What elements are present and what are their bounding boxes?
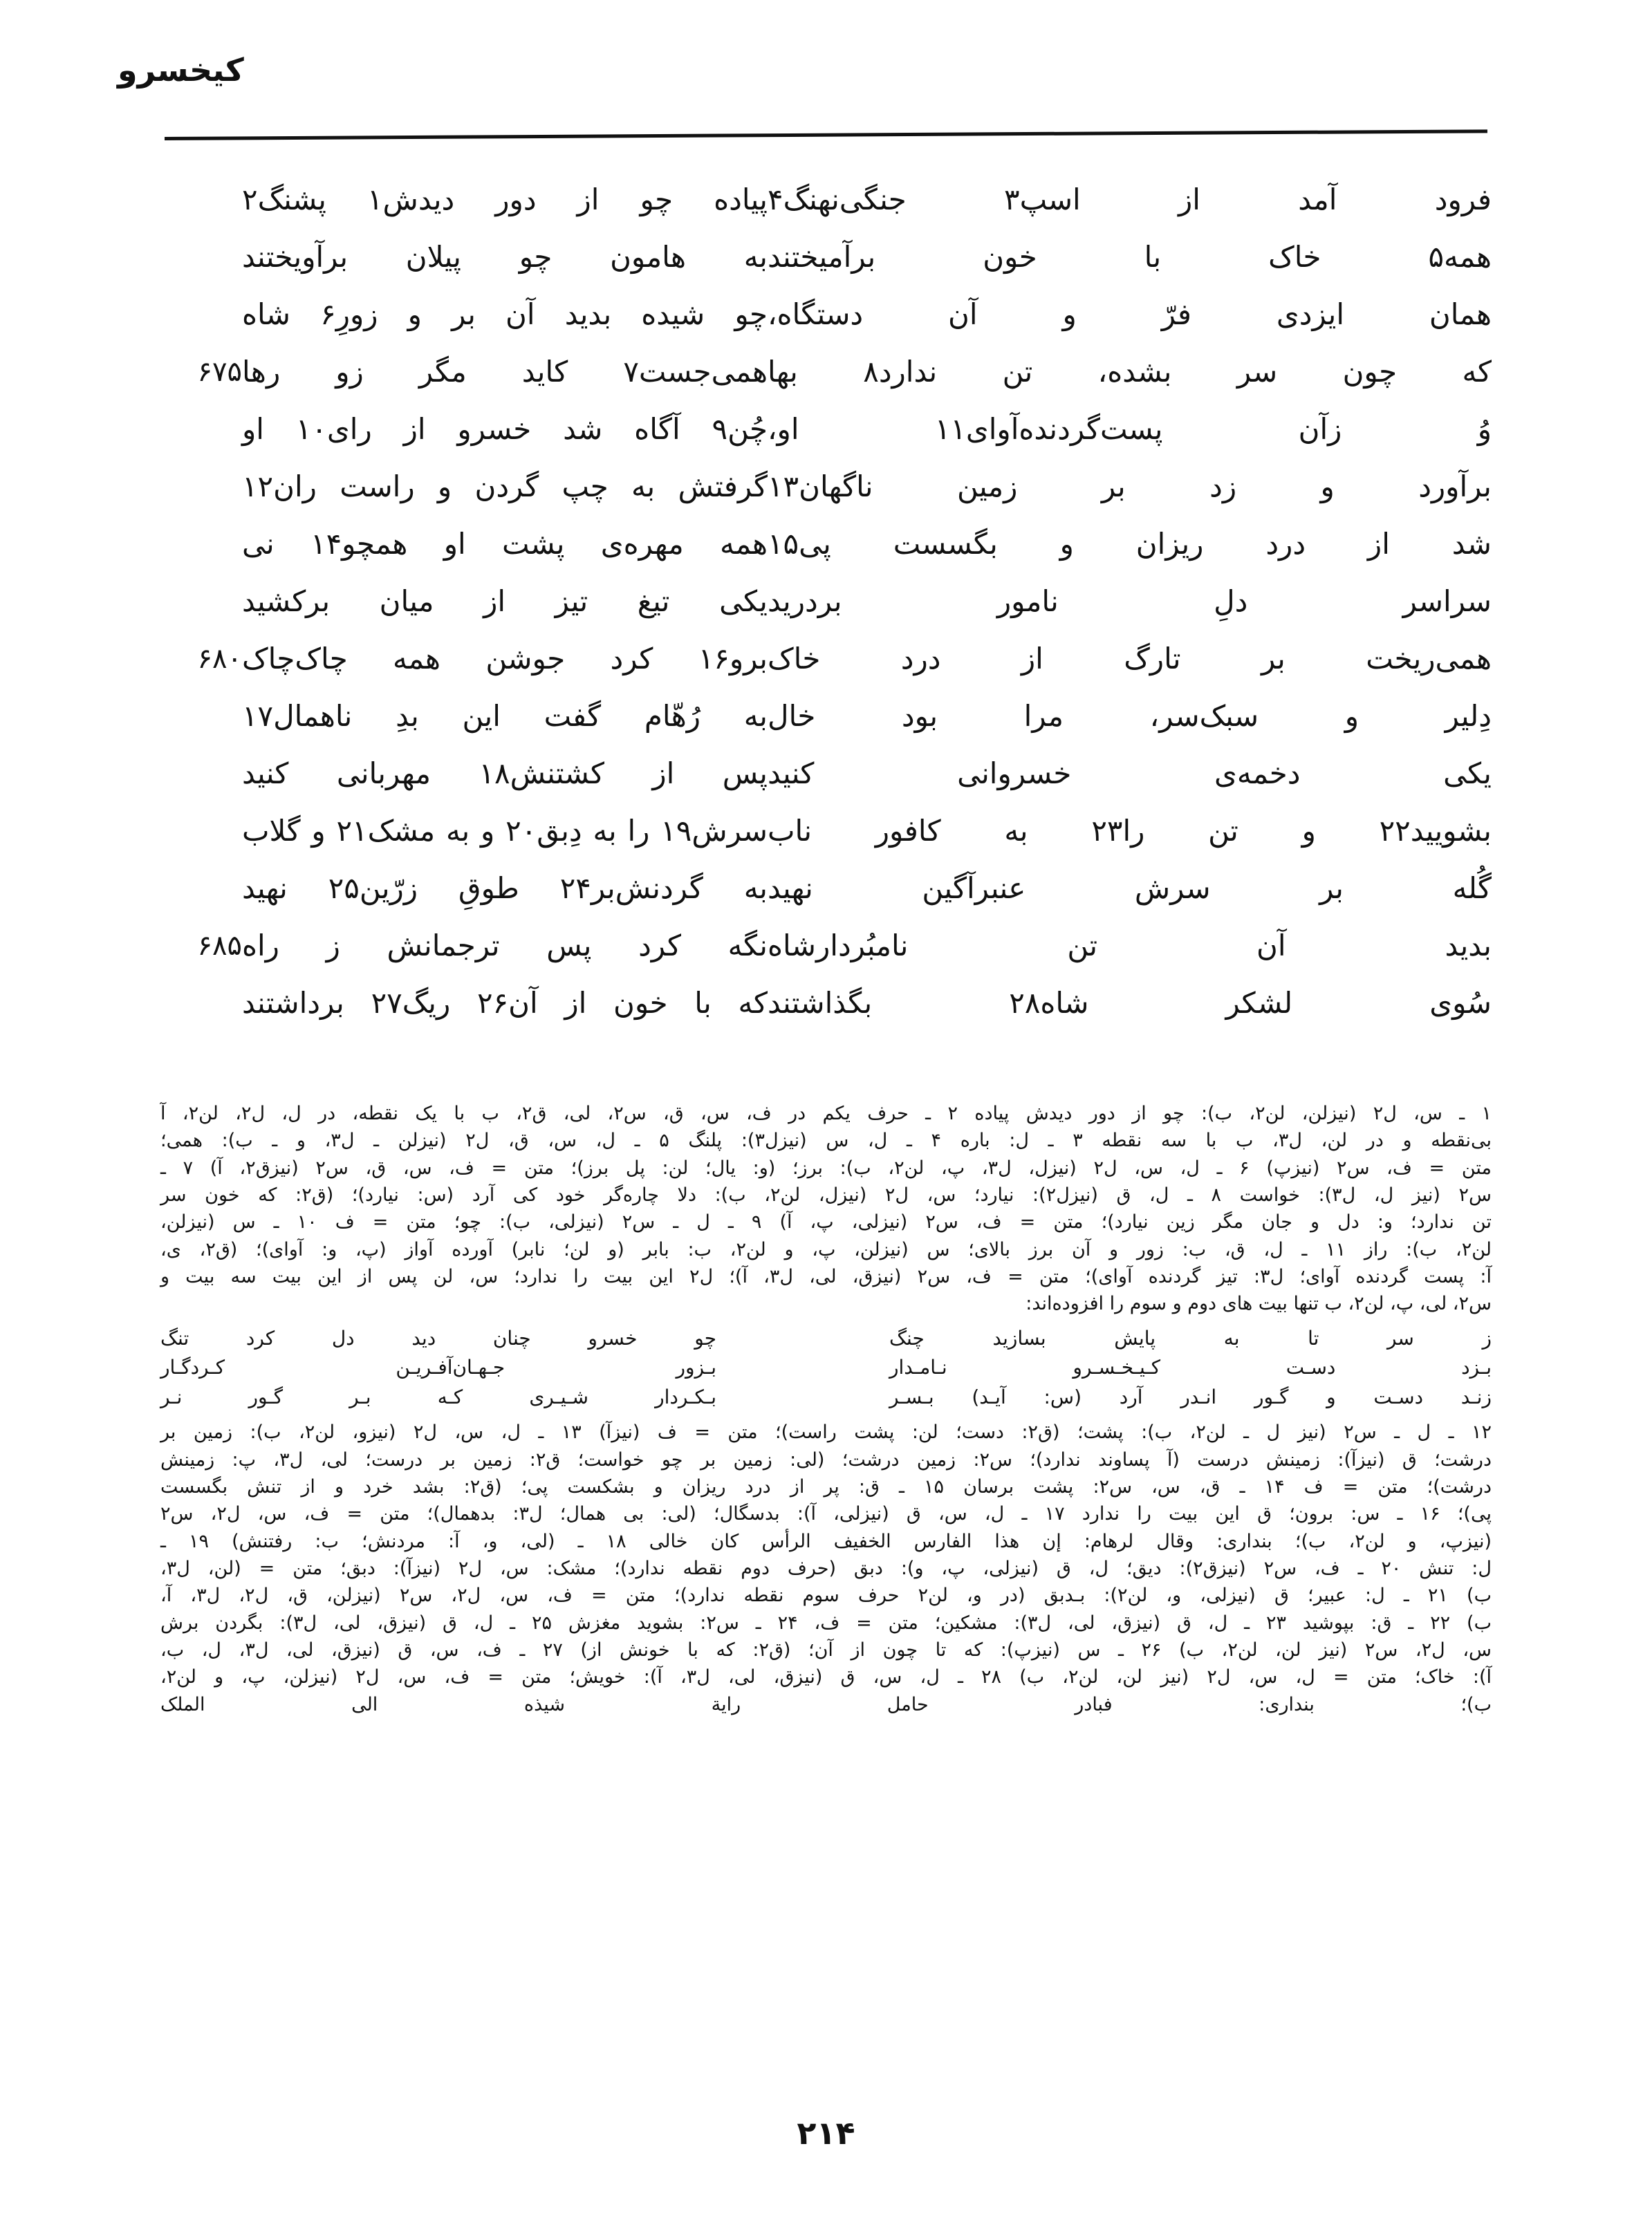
couplet-row xyxy=(160,870,1492,927)
apparatus-line: س٢ (نیز ل، ل٣): خواست ٨ ـ ل، ق (نیزل٢): نیارد؛ س، ل٢ (نیزل، لن٢، ب): دلا چاره‌گر خود کی آرد (س: نیارد)؛ (ق٢: که خون سر xyxy=(160,1184,1492,1206)
hemistich-a: پس از کشتنش١٨ مهربانی کنید xyxy=(242,756,768,790)
verse-number: ۶۸۰ xyxy=(197,643,242,675)
running-head xyxy=(118,51,1534,88)
verse-number: ۶۸۵ xyxy=(197,930,242,962)
hemistich-b: شد از درد ریزان و بگسست پی١۵ xyxy=(768,527,1492,561)
hemistich-b: بشویید٢٢ و تن را٢٣ به کافور ناب xyxy=(768,814,1492,848)
verse-number xyxy=(160,411,242,413)
verse-number: ۶۷۵ xyxy=(197,356,242,388)
couplet-row xyxy=(160,812,1492,870)
verse-number xyxy=(160,985,242,987)
hemistich-a: یکی تیغ تیز از میان برکشید xyxy=(242,584,768,618)
running-head-title: کیخسرو xyxy=(118,51,244,88)
apparatus-line: س، ل٢، س٢ (نیز لن، لن٢، ب) ٢۶ ـ س (نیز‌پ): که تا چون از آن؛ (ق٢: که با خونش از) ٢٧ ـ ف، س، ق (نیزق، لی، ل٣، ل، ب، xyxy=(160,1639,1492,1661)
apparatus-line: تن ندارد؛ و: دل و جان مگر زین نیارد)؛ متن = ف، س٢ (نیز‌لی، پ، آ) ٩ ـ ل ـ س٢ (نیزلی، ب): چو؛ متن = ف ١٠ ـ س (نیزلن، xyxy=(160,1211,1492,1233)
hemistich-b: همه۵ خاک با خون برآمیختند xyxy=(768,240,1492,274)
inset-hemistich-a: بـزور جـهـان‌آفـریـن کـردگـار xyxy=(160,1356,716,1379)
hemistich-b: برآورد و زد بر زمین ناگهان١٣ xyxy=(768,469,1492,503)
hemistich-a: همه مهره‌ی پشت او همچو١۴ نی xyxy=(242,527,768,561)
verse-number xyxy=(160,296,242,299)
inset-hemistich-b: بـزد دسـت کـیـخـسـرو نـامـدار xyxy=(889,1356,1492,1379)
apparatus-line: درشت؛ ق (نیز‌آ): زمینش درست (آ پساوند ندارد)؛ س٢: زمین درشت؛ (لی: زمین بر چو خواست؛ ق٢: زمین بر درست؛ لی، ل٣، پ: زمینش xyxy=(160,1448,1492,1471)
hemistich-b: دِلیر و سبک‌سر، مرا بود خال xyxy=(768,699,1492,733)
inset-hemistich-a: چو خسرو چنان دید دل کرد تنگ xyxy=(160,1326,716,1350)
apparatus-line: آ): خاک؛ متن = ل، س، ل٢ (نیز لن، لن٢، ب) ٢٨ ـ ل، س، ق (نیز‌ق، لی، ل٣، آ): خویش؛ متن = ف، س، ل٢ (نیز‌لن، پ، و لن٢، xyxy=(160,1666,1492,1688)
apparatus-line: ١ ـ س، ل٢ (نیزلن، لن٢، ب): چو از دور دیدش پیاده ٢ ـ حرف یکم در ف، س، ق، س٢، لی، ق٢، ب با یک نقطه، در ل، ل٢، لن٢، آ xyxy=(160,1103,1492,1124)
couplet-row xyxy=(160,583,1492,640)
inset-couplet-row xyxy=(160,1383,1492,1412)
inset-hemistich-b: ز سر تا به پایش بسازید چنگ xyxy=(889,1326,1492,1350)
couplet-row xyxy=(160,239,1492,296)
hemistich-b: سراسر دلِ نامور بردرید xyxy=(768,584,1492,618)
hemistich-a: چو شیده بدید آن بر و زورِ۶ شاه xyxy=(242,297,768,331)
verse-block xyxy=(160,181,1492,1042)
apparatus-line: پی)؛ ١۶ ـ س: برون؛ ق این بیت را ندارد ١٧ ـ ل، س، ق (نیز‌لی، آ): بدسگال؛ (لی: بی همال؛ ل٣: بدهمال)؛ متن = ف، س، ل٢، س٢ xyxy=(160,1503,1492,1525)
hemistich-b: سُوی لشکر شاه٢٨ بگذاشتند xyxy=(768,986,1492,1020)
inset-couplet-row xyxy=(160,1325,1492,1353)
apparatus-line: ب) ٢٢ ـ ق: بپوشید ٢٣ ـ ل، ق (نیزق، لی، ل٣): مشکین؛ متن = ف، ٢۴ ـ س٢: بشوید مغزش ٢۵ ـ ل، ق (نیز‌ق، لی، ل٣): بگردن برش xyxy=(160,1612,1492,1634)
couplet-row xyxy=(160,296,1492,353)
verse-number xyxy=(160,870,242,873)
verse-number xyxy=(160,755,242,758)
couplet-row xyxy=(160,985,1492,1042)
hemistich-a: به هامون چو پیلان برآویختند xyxy=(242,240,768,274)
couplet-row xyxy=(160,181,1492,239)
apparatus-line: ب)؛ بنداری: فبادر حامل رایة شیذه الی الملک xyxy=(160,1693,1492,1715)
hemistich-a: پیاده چو از دور دیدش١ پشنگ٢ xyxy=(242,183,768,216)
hemistich-a: که با خون از آن٢۶ ریگ٢٧ برداشتند xyxy=(242,986,768,1020)
couplet-row xyxy=(160,411,1492,468)
couplet-row xyxy=(160,927,1492,985)
hemistich-a: به رُهّام گفت این بدِ ناهمال١٧ xyxy=(242,699,768,733)
apparatus-line: متن = ف، س٢ (نیز‌پ) ۶ ـ ل، س، ل٢ (نیزل، ل٣، پ، لن٢، ب): برز؛ (و: یال؛ لن: پل برز)؛ متن = ف، س، ق، س٢ (نیز‌ق٢، آ) ٧ ـ xyxy=(160,1157,1492,1179)
apparatus-line: درشت)؛ متن = ف ١۴ ـ ق، س، س٢: پشت برسان ١۵ ـ ق: پر از درد ریزان و بشکست پی؛ (ق٢: بشد خرد و از تنش بگسست xyxy=(160,1476,1492,1498)
hemistich-a: چُن٩ آگاه شد خسرو از رای١٠ او xyxy=(242,412,768,446)
couplet-row xyxy=(160,640,1492,698)
hemistich-b: یکی دخمه‌ی خسروانی کنید xyxy=(768,756,1492,790)
verse-number xyxy=(160,468,242,471)
verse-number xyxy=(160,698,242,700)
couplet-row xyxy=(160,468,1492,525)
hemistich-a: برو١۶ کرد جوشن همه چاک‌چاک xyxy=(242,642,768,676)
verse-number xyxy=(160,239,242,241)
critical-apparatus xyxy=(160,1101,1492,1719)
hemistich-b: بدید آن تن نامبُردارشاه xyxy=(768,929,1492,962)
hemistich-b: که چون سر بشده، تن ندارد٨ بها xyxy=(768,355,1492,389)
header-rule xyxy=(165,129,1487,140)
inset-couplet-row xyxy=(160,1354,1492,1382)
couplet-row xyxy=(160,698,1492,755)
hemistich-a: سرش١٩ را به دِبق٢٠ و به مشک٢١ و گلاب xyxy=(242,814,768,848)
apparatus-line: س٢، لی، پ، لن٢، ب تنها بیت های دوم و سوم را افزوده‌اند: xyxy=(1025,1293,1492,1315)
hemistich-b: گُله بر سرش عنبرآگین نهید xyxy=(768,871,1492,905)
couplet-row xyxy=(160,525,1492,583)
couplet-row xyxy=(160,755,1492,812)
apparatus-line: (نیز‌پ، و لن٢، ب)؛ بنداری: وقال لرهام: إن هذا الفارس الخفیف الرأس کان خالی ١٨ ـ (لی، و، آ: مردنش؛ ب: رفتنش) ١٩ ـ xyxy=(160,1530,1492,1552)
hemistich-a: همی‌جست٧ کاید مگر زو رها xyxy=(242,355,768,389)
inset-hemistich-a: بـکـردار شـیـری کـه بـر گـور نـر xyxy=(160,1385,716,1408)
inset-hemistich-b: زنـد دسـت و گـور انـدر آرد (س: آیـد) بـسـر xyxy=(889,1385,1492,1408)
hemistich-b: همی‌ریخت بر تارگ از درد خاک xyxy=(768,642,1492,676)
apparatus-line: لن٢، ب): راز ١١ ـ ل، ق، ب: زور و آن برز بالای؛ س (نیزلن، پ، و لن٢، ب: بابر (و لن؛ نابر) آورده آواز (پ، و: آوای)؛ (ق٢، ی، xyxy=(160,1238,1492,1260)
folio-number: ۲۱۴ xyxy=(797,2114,855,2152)
apparatus-line: ب) ٢١ ـ ل: عبیر؛ ق (نیزلی، و، لن٢): بـدبق (در و، لن٢ حرف سوم نقطه ندارد)؛ متن = ف، س، ل٢، س٢ (نیز‌لن، ق، ل٢، ل٣، آ، xyxy=(160,1585,1492,1607)
couplet-row xyxy=(160,353,1492,411)
hemistich-b: همان ایزدی فرّ و آن دستگاه، xyxy=(768,297,1492,331)
inset-verse-block xyxy=(160,1325,1492,1412)
hemistich-a: به گردنش‌بر٢۴ طوقِ زرّین٢۵ نهید xyxy=(242,871,768,905)
apparatus-line: ١٢ ـ ل ـ س٢ (نیز ل ـ لن٢، ب): پشت؛ (ق٢: دست؛ لن: پشت راست)؛ متن = ف (نیز‌آ) ١٣ ـ ل، س، ل٢ (نیزو، لن٢، ب): زمین بر xyxy=(160,1422,1492,1444)
verse-number xyxy=(160,812,242,815)
apparatus-line: بی‌نقطه و در لن، ل٣، ب با سه نقطه ٣ ـ ل: باره ۴ ـ ل، س (نیزل٣): پلنگ ۵ ـ ل، س، ق، ل٢ (نیزلن ـ ل٣، و ـ ب): همی؛ xyxy=(160,1130,1492,1152)
apparatus-line: آ: پست گردنده آوای؛ ل٣: تیز گردنده آوای)؛ متن = ف، س٢ (نیز‌ق، لی، ل٣، آ)؛ ل٢ این بیت را ندارد؛ س، لن پس از این بیت سه بیت و xyxy=(160,1265,1492,1287)
hemistich-b: وُ زآن پست‌گردنده‌آوای١١ او، xyxy=(768,412,1492,446)
hemistich-b: فرود آمد از اسپ٣ جنگی‌نهنگ۴ xyxy=(768,183,1492,216)
hemistich-a: نگه کرد پس ترجمانش ز راه xyxy=(242,929,768,962)
verse-number xyxy=(160,525,242,528)
verse-number xyxy=(160,181,242,184)
hemistich-a: گرفتش به چپ گردن و راست ران١٢ xyxy=(242,469,768,503)
apparatus-line: ل: تنش ٢٠ ـ ف، س٢ (نیز‌ق٢): دیق؛ ل، ق (نیزلی، پ، و): دبق (حرف دوم نقطه ندارد)؛ مشک: س، ل٢ (نیز‌آ): دبق؛ متن = (لن، ل٣، xyxy=(160,1558,1492,1580)
verse-number xyxy=(160,583,242,586)
